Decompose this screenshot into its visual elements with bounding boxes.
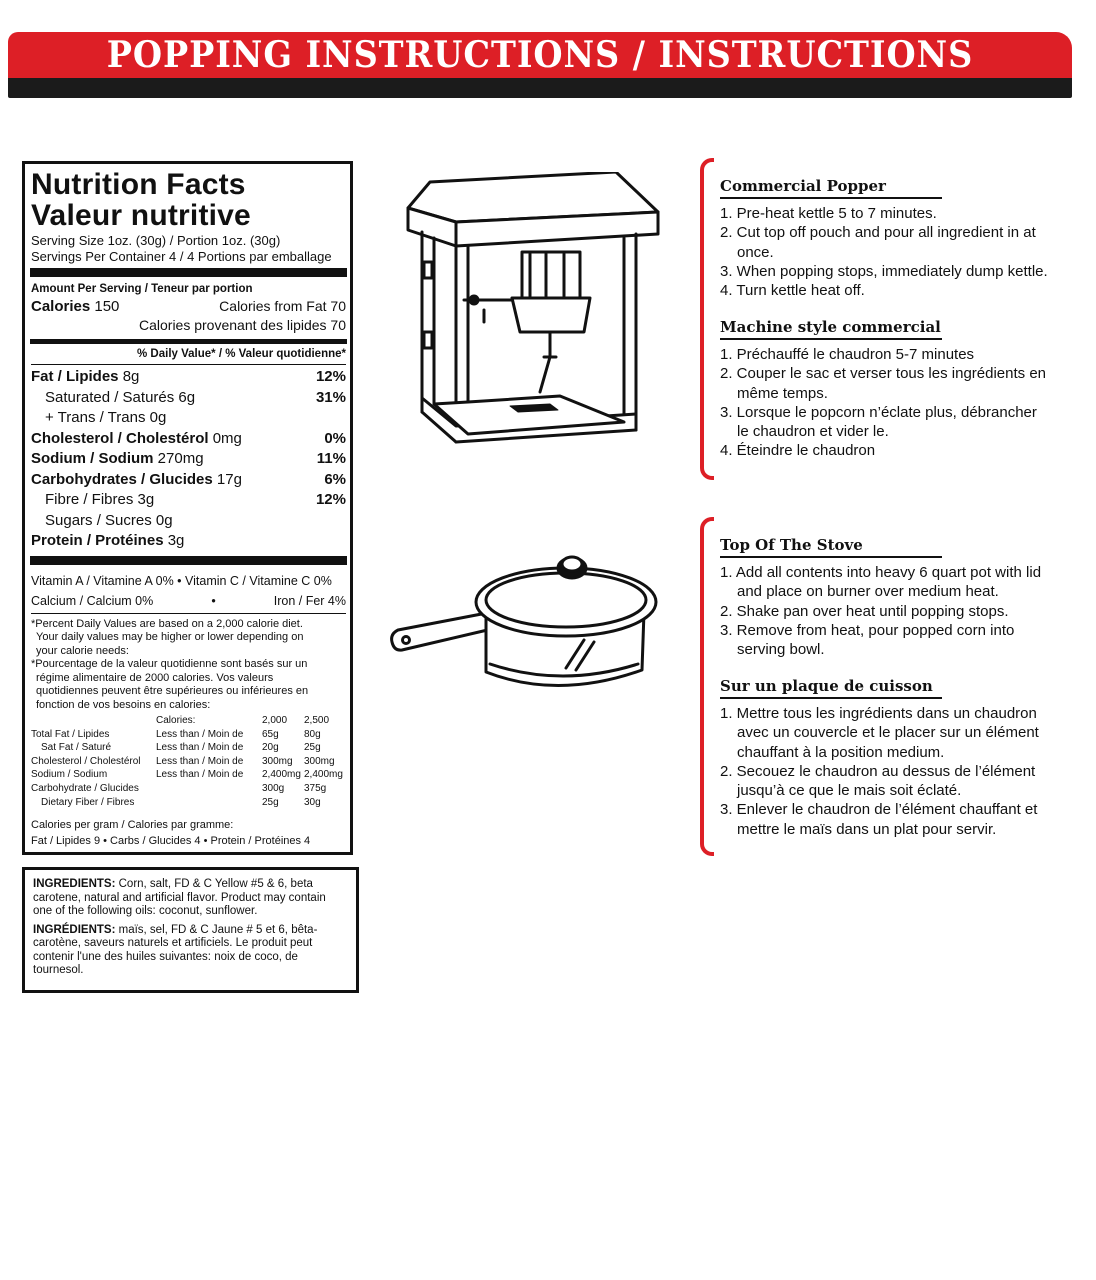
instruction-step: 1. Préchauffé le chaudron 5-7 minutes [720,346,975,363]
nutrient-rows [31,367,346,552]
reference-cell: Sodium / Sodium [31,769,108,781]
reference-cell: Carbohydrate / Glucides [31,782,139,794]
nutrient-name: Saturated / Saturés [45,388,175,406]
reference-cell: 65g [262,728,279,740]
plaque-de-cuisson-heading: Sur un plaque de cuisson [720,677,942,699]
nutrient-name: Sugars / Sucres [45,511,152,529]
footnote-en: *Percent Daily Values are based on a 2,000 calorie diet. Your daily values may be higher or lower depending on your calorie needs: [31,617,304,657]
reference-cell: 2,000 [262,715,288,726]
reference-cell: 25g [262,796,279,808]
reference-cell: 2,400mg [304,769,343,781]
nutrient-label [31,449,204,470]
bullet-separator: • [211,593,216,608]
calories-row [31,297,346,316]
nutrient-row [31,367,346,388]
cooking-pot-illustration [388,552,668,702]
popcorn-machine-illustration [400,172,662,462]
nutrient-amount: 0g [155,511,173,529]
nutrient-name: Cholesterol / Cholestérol [31,429,209,447]
instruction-step: 2. Couper le sac et verser tous les ingrédients en même temps. [720,365,1047,402]
reference-cell: Less than / Moin de [156,755,244,767]
divider-thin-2 [31,613,346,614]
reference-cell: Less than / Moin de [156,769,244,781]
nutrition-title-en: Nutrition Facts [31,168,246,201]
nutrient-row [31,388,346,409]
nutrient-label [45,490,154,511]
calories-per-gram: Calories per gram / Calories par gramme: [31,819,234,832]
vitamin-line-2 [31,591,346,611]
top-of-stove-heading: Top Of The Stove [720,536,942,558]
nutrient-amount: 0mg [212,429,242,447]
reference-cell: Calories: [156,715,196,726]
ingredients-en [33,878,348,919]
footnote-fr: *Pourcentage de la valeur quotidienne sont basés sur un régime alimentaire de 2000 calories. Vos valeurs quotidiennes peuvent être supérieures ou inférieures en fonction de vos besoins en calories: [31,658,309,711]
nutrient-amount: 3g [137,491,155,508]
nutrient-name: Protein / Protéines [31,532,164,549]
nutrient-amount: 17g [216,470,242,488]
calories-label: Calories [31,298,91,315]
nutrient-name: Sodium / Sodium [31,450,154,467]
nutrient-daily-value: 6% [324,470,346,488]
stove-section [700,517,1050,856]
nutrient-row [31,449,346,470]
nutrient-amount: 0g [149,409,167,426]
calories-value: 150 [94,298,120,315]
nutrient-row [31,429,346,450]
calories-per-gram-values: Fat / Lipides 9 • Carbs / Glucides 4 • Protein / Protéines 4 [31,835,311,848]
nutrient-name: Fat / Lipides [31,368,119,385]
page-title: POPPING INSTRUCTIONS / INSTRUCTIONS [106,34,974,76]
commercial-popper-heading: Commercial Popper [720,177,942,199]
reference-row [31,741,346,755]
ingredients-fr-label: INGRÉDIENTS: [33,923,116,936]
nutrient-daily-value: 12% [315,368,346,385]
instruction-step: 2. Secouez le chaudron au dessus de l’élément jusqu’à ce que le mais soit éclaté. [720,762,1036,800]
commercial-popper-steps [720,204,1050,300]
nutrient-amount: 6g [178,388,196,406]
iron-value: Iron / Fer 4% [273,593,346,608]
reference-cell: 300g [262,782,285,794]
nutrient-amount: 8g [122,368,140,385]
instruction-step: 1. Add all contents into heavy 6 quart pot with lid and place on burner over medium heat. [720,564,1042,601]
instruction-step: 2. Cut top off pouch and pour all ingredient in at once. [720,224,1036,261]
instruction-step: 2. Shake pan over heat until popping stops. [720,602,1009,620]
nutrient-name: Carbohydrates / Glucides [31,470,213,488]
reference-row [31,755,346,769]
nutrition-facts-panel [22,161,353,855]
instruction-step: 4. Éteindre le chaudron [720,442,876,460]
instruction-step: 4. Turn kettle heat off. [720,282,865,300]
vitamin-line-1: Vitamin A / Vitamine A 0% • Vitamin C / Vitamine C 0% [31,573,332,588]
nutrient-amount: 3g [167,532,185,549]
nutrient-row [31,408,346,429]
banner-black-band [8,78,1072,98]
calories-line [31,298,119,316]
reference-row [31,782,346,796]
daily-value-reference-table [31,714,346,809]
nutrient-daily-value: 12% [315,491,346,508]
daily-value-header: % Daily Value* / % Valeur quotidienne* [137,348,346,360]
instruction-step: 1. Mettre tous les ingrédients dans un chaudron avec un couvercle et le placer sur un élément chauffant à la position medium. [720,705,1039,761]
reference-cell [31,714,156,728]
serving-size: Serving Size 1oz. (30g) / Portion 1oz. (30g) [31,233,281,248]
ingredients-fr-text: maïs, sel, FD & C Jaune # 5 et 6, bêta-carotène, saveurs naturels et artificiels. Le produit peut contenir l'une des huiles suivantes: noix de coco, de tournesol. [33,923,318,976]
amount-per-serving: Amount Per Serving / Teneur par portion [31,283,253,295]
nutrient-row [31,490,346,511]
reference-row [31,714,346,728]
divider-thick-2 [30,556,347,565]
reference-cell [156,782,262,796]
nutrient-row [31,531,346,552]
nutrient-daily-value: 31% [315,388,346,406]
red-bracket [700,517,714,856]
reference-cell [156,796,262,810]
calcium-value: Calcium / Calcium 0% [31,593,154,608]
machine-style-heading: Machine style commercial [720,318,942,340]
nutrient-daily-value: 0% [324,429,346,447]
reference-cell: Less than / Moin de [156,742,244,754]
instruction-step: 1. Pre-heat kettle 5 to 7 minutes. [720,205,937,222]
reference-cell: 300mg [262,755,293,767]
reference-cell: 2,400mg [262,769,301,781]
instruction-step: 3. Remove from heat, pour popped corn into serving bowl. [720,621,1015,659]
instruction-step: 3. Enlever le chaudron de l’élément chauffant et mettre le maïs dans un plat pour servir. [720,801,1038,838]
ingredients-panel [22,867,359,993]
reference-cell: Total Fat / Lipides [31,728,110,740]
ingredients-en-label: INGREDIENTS: [33,878,116,890]
plaque-de-cuisson-steps [720,704,1050,839]
reference-row [31,768,346,782]
nutrient-daily-value: 11% [316,450,346,467]
red-bracket [700,158,714,480]
servings-per-container: Servings Per Container 4 / 4 Portions par emballage [31,249,332,264]
reference-cell: 30g [304,796,321,808]
instruction-step: 3. Lorsque le popcorn n’éclate plus, débrancher le chaudron et vider le. [720,403,1037,441]
divider-medium [30,339,347,344]
ingredients-fr [33,924,348,978]
nutrient-label [31,470,242,491]
nutrient-label [45,511,173,532]
nutrient-name: Fibre / Fibres [45,491,134,508]
nutrient-label [45,388,195,409]
nutrient-name: + Trans / Trans [45,409,146,426]
nutrient-label [31,367,139,388]
nutrient-label [31,429,242,450]
nutrient-label [31,531,184,552]
top-of-stove-steps [720,563,1050,659]
nutrient-label [45,408,166,429]
nutrient-row [31,470,346,491]
reference-cell: Sat Fat / Saturé [41,742,112,754]
reference-cell: 25g [304,742,321,754]
nutrient-row [31,511,346,532]
header-banner [8,32,1072,98]
calories-from-fat: Calories from Fat 70 [219,298,346,314]
machine-style-steps [720,345,1050,461]
reference-row [31,796,346,810]
reference-cell: 375g [304,782,327,794]
commercial-section [700,158,1050,480]
reference-cell: Dietary Fiber / Fibres [41,796,135,808]
divider-thin [31,364,346,365]
nutrition-title-fr: Valeur nutritive [31,199,251,232]
reference-cell: 80g [304,728,321,740]
reference-row [31,728,346,742]
reference-cell: 20g [262,742,279,754]
ingredients-en-text: Corn, salt, FD & C Yellow #5 & 6, beta carotene, natural and artificial flavor. Product may contain one of the following oils: coconut, sunflower. [33,878,326,917]
reference-cell: 2,500 [304,715,330,726]
reference-cell: Cholesterol / Cholestérol [31,755,141,767]
nutrient-amount: 270mg [157,450,204,467]
divider-thick [30,268,347,277]
reference-cell: Less than / Moin de [156,728,244,740]
instruction-step: 3. When popping stops, immediately dump kettle. [720,262,1048,280]
reference-cell: 300mg [304,755,335,767]
calories-from-fat-fr: Calories provenant des lipides 70 [138,317,346,333]
